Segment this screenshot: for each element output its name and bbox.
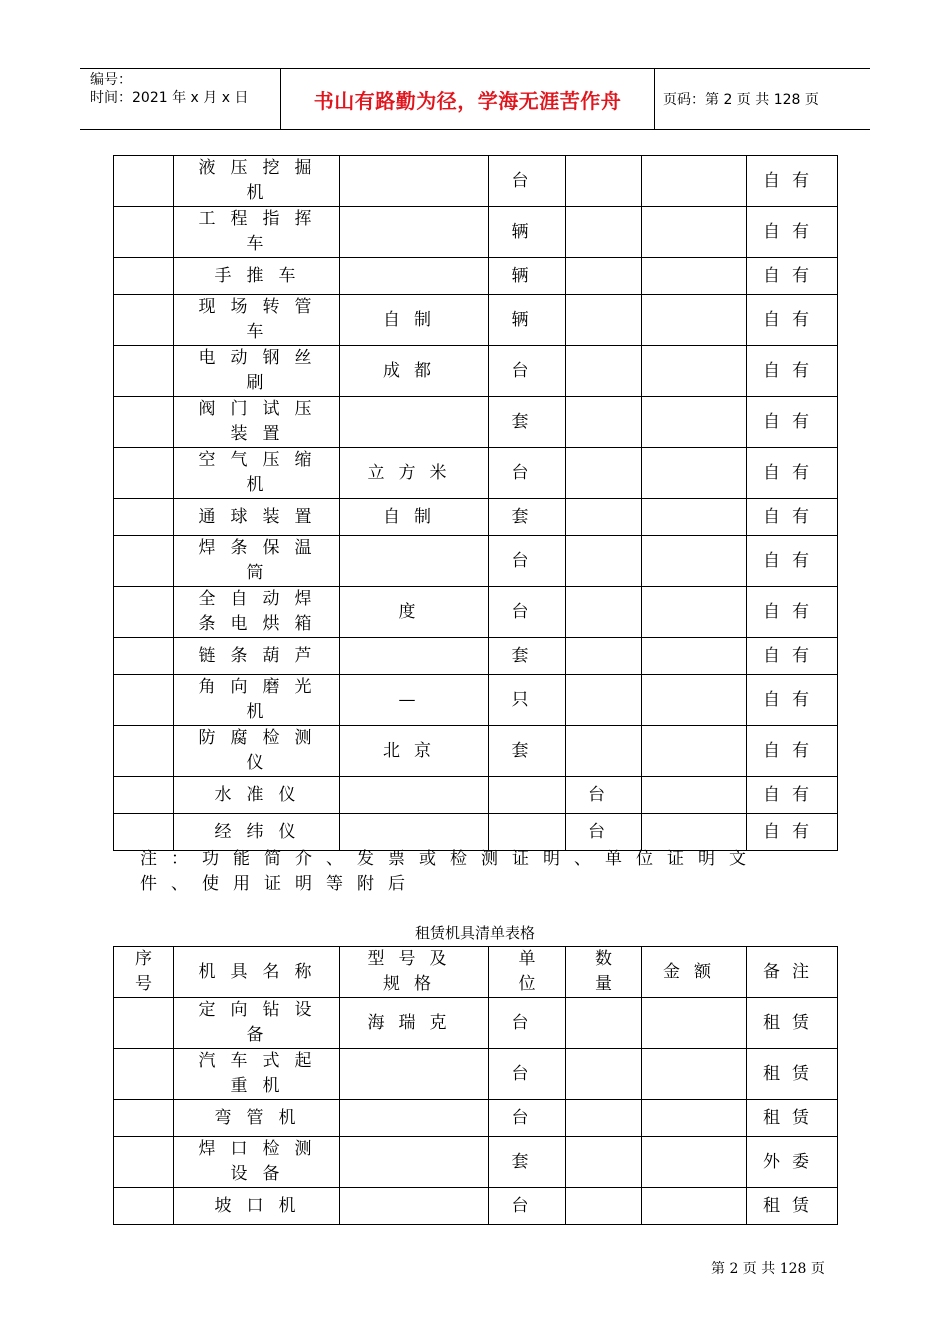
cell-note: 自有 bbox=[747, 156, 838, 207]
cell-amount bbox=[642, 1049, 747, 1100]
table-row bbox=[114, 814, 838, 851]
cell-name: 焊口检测设备 bbox=[174, 1137, 340, 1188]
cell-seq bbox=[114, 675, 174, 726]
table-row bbox=[114, 499, 838, 536]
cell-unit: 台 bbox=[489, 587, 566, 638]
cell-name: 空气压缩机 bbox=[174, 448, 340, 499]
table-row bbox=[114, 448, 838, 499]
cell-name: 汽车式起重机 bbox=[174, 1049, 340, 1100]
cell-seq bbox=[114, 448, 174, 499]
cell-amount bbox=[642, 346, 747, 397]
cell-name: 经纬仪 bbox=[174, 814, 340, 851]
cell-seq bbox=[114, 536, 174, 587]
cell-amount bbox=[642, 536, 747, 587]
cell-seq bbox=[114, 777, 174, 814]
cell-name: 弯管机 bbox=[174, 1100, 340, 1137]
cell-note: 自有 bbox=[747, 536, 838, 587]
cell-note: 自有 bbox=[747, 777, 838, 814]
cell-note: 自有 bbox=[747, 499, 838, 536]
cell-qty bbox=[566, 638, 642, 675]
cell-qty: 台 bbox=[566, 814, 642, 851]
table-row bbox=[114, 777, 838, 814]
cell-unit: 台 bbox=[489, 156, 566, 207]
cell-qty: 台 bbox=[566, 777, 642, 814]
cell-name: 阀门试压装置 bbox=[174, 397, 340, 448]
cell-qty bbox=[566, 726, 642, 777]
cell-seq bbox=[114, 1188, 174, 1225]
cell-note: 自有 bbox=[747, 448, 838, 499]
cell-name: 防腐检测仪 bbox=[174, 726, 340, 777]
doc-time-label: 时间：2021 年 x 月 x 日 bbox=[90, 90, 249, 106]
header-note: 备注 bbox=[747, 947, 838, 998]
cell-model: 自制 bbox=[340, 499, 489, 536]
leased-equipment-table bbox=[113, 946, 838, 1225]
table-row bbox=[114, 1188, 838, 1225]
cell-amount bbox=[642, 1188, 747, 1225]
cell-unit: 辆 bbox=[489, 207, 566, 258]
cell-amount bbox=[642, 499, 747, 536]
cell-qty bbox=[566, 1049, 642, 1100]
table-row bbox=[114, 998, 838, 1049]
table-row bbox=[114, 258, 838, 295]
cell-qty bbox=[566, 536, 642, 587]
table-remark: 注：功能简介、发票或检测证明、单位证明文件、使用证明等附后 bbox=[140, 849, 760, 894]
cell-unit: 台 bbox=[489, 346, 566, 397]
cell-seq bbox=[114, 397, 174, 448]
cell-model bbox=[340, 1137, 489, 1188]
cell-name: 电动钢丝刷 bbox=[174, 346, 340, 397]
cell-note: 租赁 bbox=[747, 1100, 838, 1137]
cell-unit: 辆 bbox=[489, 258, 566, 295]
cell-seq bbox=[114, 258, 174, 295]
cell-name: 水准仪 bbox=[174, 777, 340, 814]
page-footer: 第 2 页 共 128 页 bbox=[711, 1261, 825, 1277]
cell-unit: 套 bbox=[489, 726, 566, 777]
table-row bbox=[114, 536, 838, 587]
header-amount: 金额 bbox=[642, 947, 747, 998]
cell-name: 链条葫芦 bbox=[174, 638, 340, 675]
cell-model: 度 bbox=[340, 587, 489, 638]
table-row bbox=[114, 726, 838, 777]
cell-note: 自有 bbox=[747, 295, 838, 346]
header-seq: 序号 bbox=[114, 947, 174, 998]
cell-unit bbox=[489, 777, 566, 814]
cell-qty bbox=[566, 346, 642, 397]
cell-seq bbox=[114, 1049, 174, 1100]
cell-model bbox=[340, 207, 489, 258]
cell-qty bbox=[566, 587, 642, 638]
cell-amount bbox=[642, 397, 747, 448]
cell-unit: 台 bbox=[489, 536, 566, 587]
table-row bbox=[114, 207, 838, 258]
table-row bbox=[114, 346, 838, 397]
cell-note: 租赁 bbox=[747, 1188, 838, 1225]
cell-model: 立方米 bbox=[340, 448, 489, 499]
cell-amount bbox=[642, 258, 747, 295]
cell-qty bbox=[566, 499, 642, 536]
table-row bbox=[114, 397, 838, 448]
table-row bbox=[114, 1137, 838, 1188]
cell-qty bbox=[566, 295, 642, 346]
cell-seq bbox=[114, 346, 174, 397]
cell-model: 北京 bbox=[340, 726, 489, 777]
cell-amount bbox=[642, 726, 747, 777]
leased-table-caption: 租赁机具清单表格 bbox=[414, 924, 535, 942]
cell-qty bbox=[566, 1100, 642, 1137]
cell-note: 自有 bbox=[747, 638, 838, 675]
doc-number-label: 编号： bbox=[90, 72, 132, 88]
cell-note: 自有 bbox=[747, 207, 838, 258]
cell-model bbox=[340, 777, 489, 814]
cell-model bbox=[340, 1049, 489, 1100]
cell-qty bbox=[566, 1137, 642, 1188]
cell-qty bbox=[566, 998, 642, 1049]
cell-seq bbox=[114, 1100, 174, 1137]
cell-name: 通球装置 bbox=[174, 499, 340, 536]
page-header bbox=[80, 68, 870, 130]
cell-seq bbox=[114, 499, 174, 536]
cell-note: 自有 bbox=[747, 814, 838, 851]
cell-seq bbox=[114, 587, 174, 638]
cell-amount bbox=[642, 1137, 747, 1188]
header-unit: 单位 bbox=[489, 947, 566, 998]
cell-seq bbox=[114, 726, 174, 777]
cell-seq bbox=[114, 156, 174, 207]
cell-seq bbox=[114, 207, 174, 258]
cell-name: 定向钻设备 bbox=[174, 998, 340, 1049]
cell-unit: 台 bbox=[489, 448, 566, 499]
cell-qty bbox=[566, 207, 642, 258]
cell-note: 外委 bbox=[747, 1137, 838, 1188]
cell-model bbox=[340, 258, 489, 295]
cell-amount bbox=[642, 638, 747, 675]
cell-note: 自有 bbox=[747, 397, 838, 448]
table-row bbox=[114, 156, 838, 207]
cell-amount bbox=[642, 448, 747, 499]
cell-model bbox=[340, 638, 489, 675]
table-row bbox=[114, 638, 838, 675]
cell-amount bbox=[642, 675, 747, 726]
cell-unit bbox=[489, 814, 566, 851]
cell-amount bbox=[642, 207, 747, 258]
header-model: 型号及规格 bbox=[340, 947, 489, 998]
cell-unit: 台 bbox=[489, 998, 566, 1049]
cell-qty bbox=[566, 448, 642, 499]
cell-name: 现场转管车 bbox=[174, 295, 340, 346]
cell-seq bbox=[114, 1137, 174, 1188]
cell-unit: 套 bbox=[489, 1137, 566, 1188]
cell-amount bbox=[642, 1100, 747, 1137]
cell-amount bbox=[642, 156, 747, 207]
cell-note: 自有 bbox=[747, 587, 838, 638]
cell-qty bbox=[566, 675, 642, 726]
cell-amount bbox=[642, 777, 747, 814]
cell-name: 工程指挥车 bbox=[174, 207, 340, 258]
cell-name: 全自动焊条电烘箱 bbox=[174, 587, 340, 638]
cell-name: 手推车 bbox=[174, 258, 340, 295]
cell-note: 自有 bbox=[747, 675, 838, 726]
table-row bbox=[114, 1100, 838, 1137]
cell-seq bbox=[114, 638, 174, 675]
cell-unit: 台 bbox=[489, 1188, 566, 1225]
cell-model bbox=[340, 397, 489, 448]
cell-model: 海瑞克 bbox=[340, 998, 489, 1049]
table-header-row bbox=[114, 947, 838, 998]
cell-model bbox=[340, 1188, 489, 1225]
cell-name: 液压挖掘机 bbox=[174, 156, 340, 207]
cell-model: 自制 bbox=[340, 295, 489, 346]
cell-unit: 套 bbox=[489, 397, 566, 448]
header-page-info: 页码：第 2 页 共 128 页 bbox=[663, 92, 819, 108]
cell-qty bbox=[566, 397, 642, 448]
cell-qty bbox=[566, 156, 642, 207]
header-motto: 书山有路勤为径，学海无涯苦作舟 bbox=[281, 69, 655, 129]
cell-qty bbox=[566, 258, 642, 295]
cell-seq bbox=[114, 295, 174, 346]
header-name: 机具名称 bbox=[174, 947, 340, 998]
cell-note: 自有 bbox=[747, 726, 838, 777]
cell-unit: 套 bbox=[489, 499, 566, 536]
cell-note: 自有 bbox=[747, 258, 838, 295]
cell-note: 租赁 bbox=[747, 998, 838, 1049]
cell-amount bbox=[642, 587, 747, 638]
cell-amount bbox=[642, 814, 747, 851]
header-qty: 数量 bbox=[566, 947, 642, 998]
cell-unit: 台 bbox=[489, 1049, 566, 1100]
cell-unit: 台 bbox=[489, 1100, 566, 1137]
cell-note: 自有 bbox=[747, 346, 838, 397]
cell-seq bbox=[114, 814, 174, 851]
cell-model bbox=[340, 156, 489, 207]
cell-model: 成都 bbox=[340, 346, 489, 397]
cell-model bbox=[340, 814, 489, 851]
owned-equipment-table bbox=[113, 155, 838, 851]
cell-model bbox=[340, 1100, 489, 1137]
table-row bbox=[114, 1049, 838, 1100]
header-meta bbox=[80, 69, 281, 129]
cell-amount bbox=[642, 295, 747, 346]
cell-unit: 只 bbox=[489, 675, 566, 726]
cell-model: — bbox=[340, 675, 489, 726]
cell-name: 坡口机 bbox=[174, 1188, 340, 1225]
cell-amount bbox=[642, 998, 747, 1049]
cell-qty bbox=[566, 1188, 642, 1225]
cell-model bbox=[340, 536, 489, 587]
cell-unit: 辆 bbox=[489, 295, 566, 346]
table-row bbox=[114, 295, 838, 346]
cell-unit: 套 bbox=[489, 638, 566, 675]
table-row bbox=[114, 587, 838, 638]
cell-note: 租赁 bbox=[747, 1049, 838, 1100]
cell-name: 角向磨光机 bbox=[174, 675, 340, 726]
table-row bbox=[114, 675, 838, 726]
cell-seq bbox=[114, 998, 174, 1049]
cell-name: 焊条保温筒 bbox=[174, 536, 340, 587]
